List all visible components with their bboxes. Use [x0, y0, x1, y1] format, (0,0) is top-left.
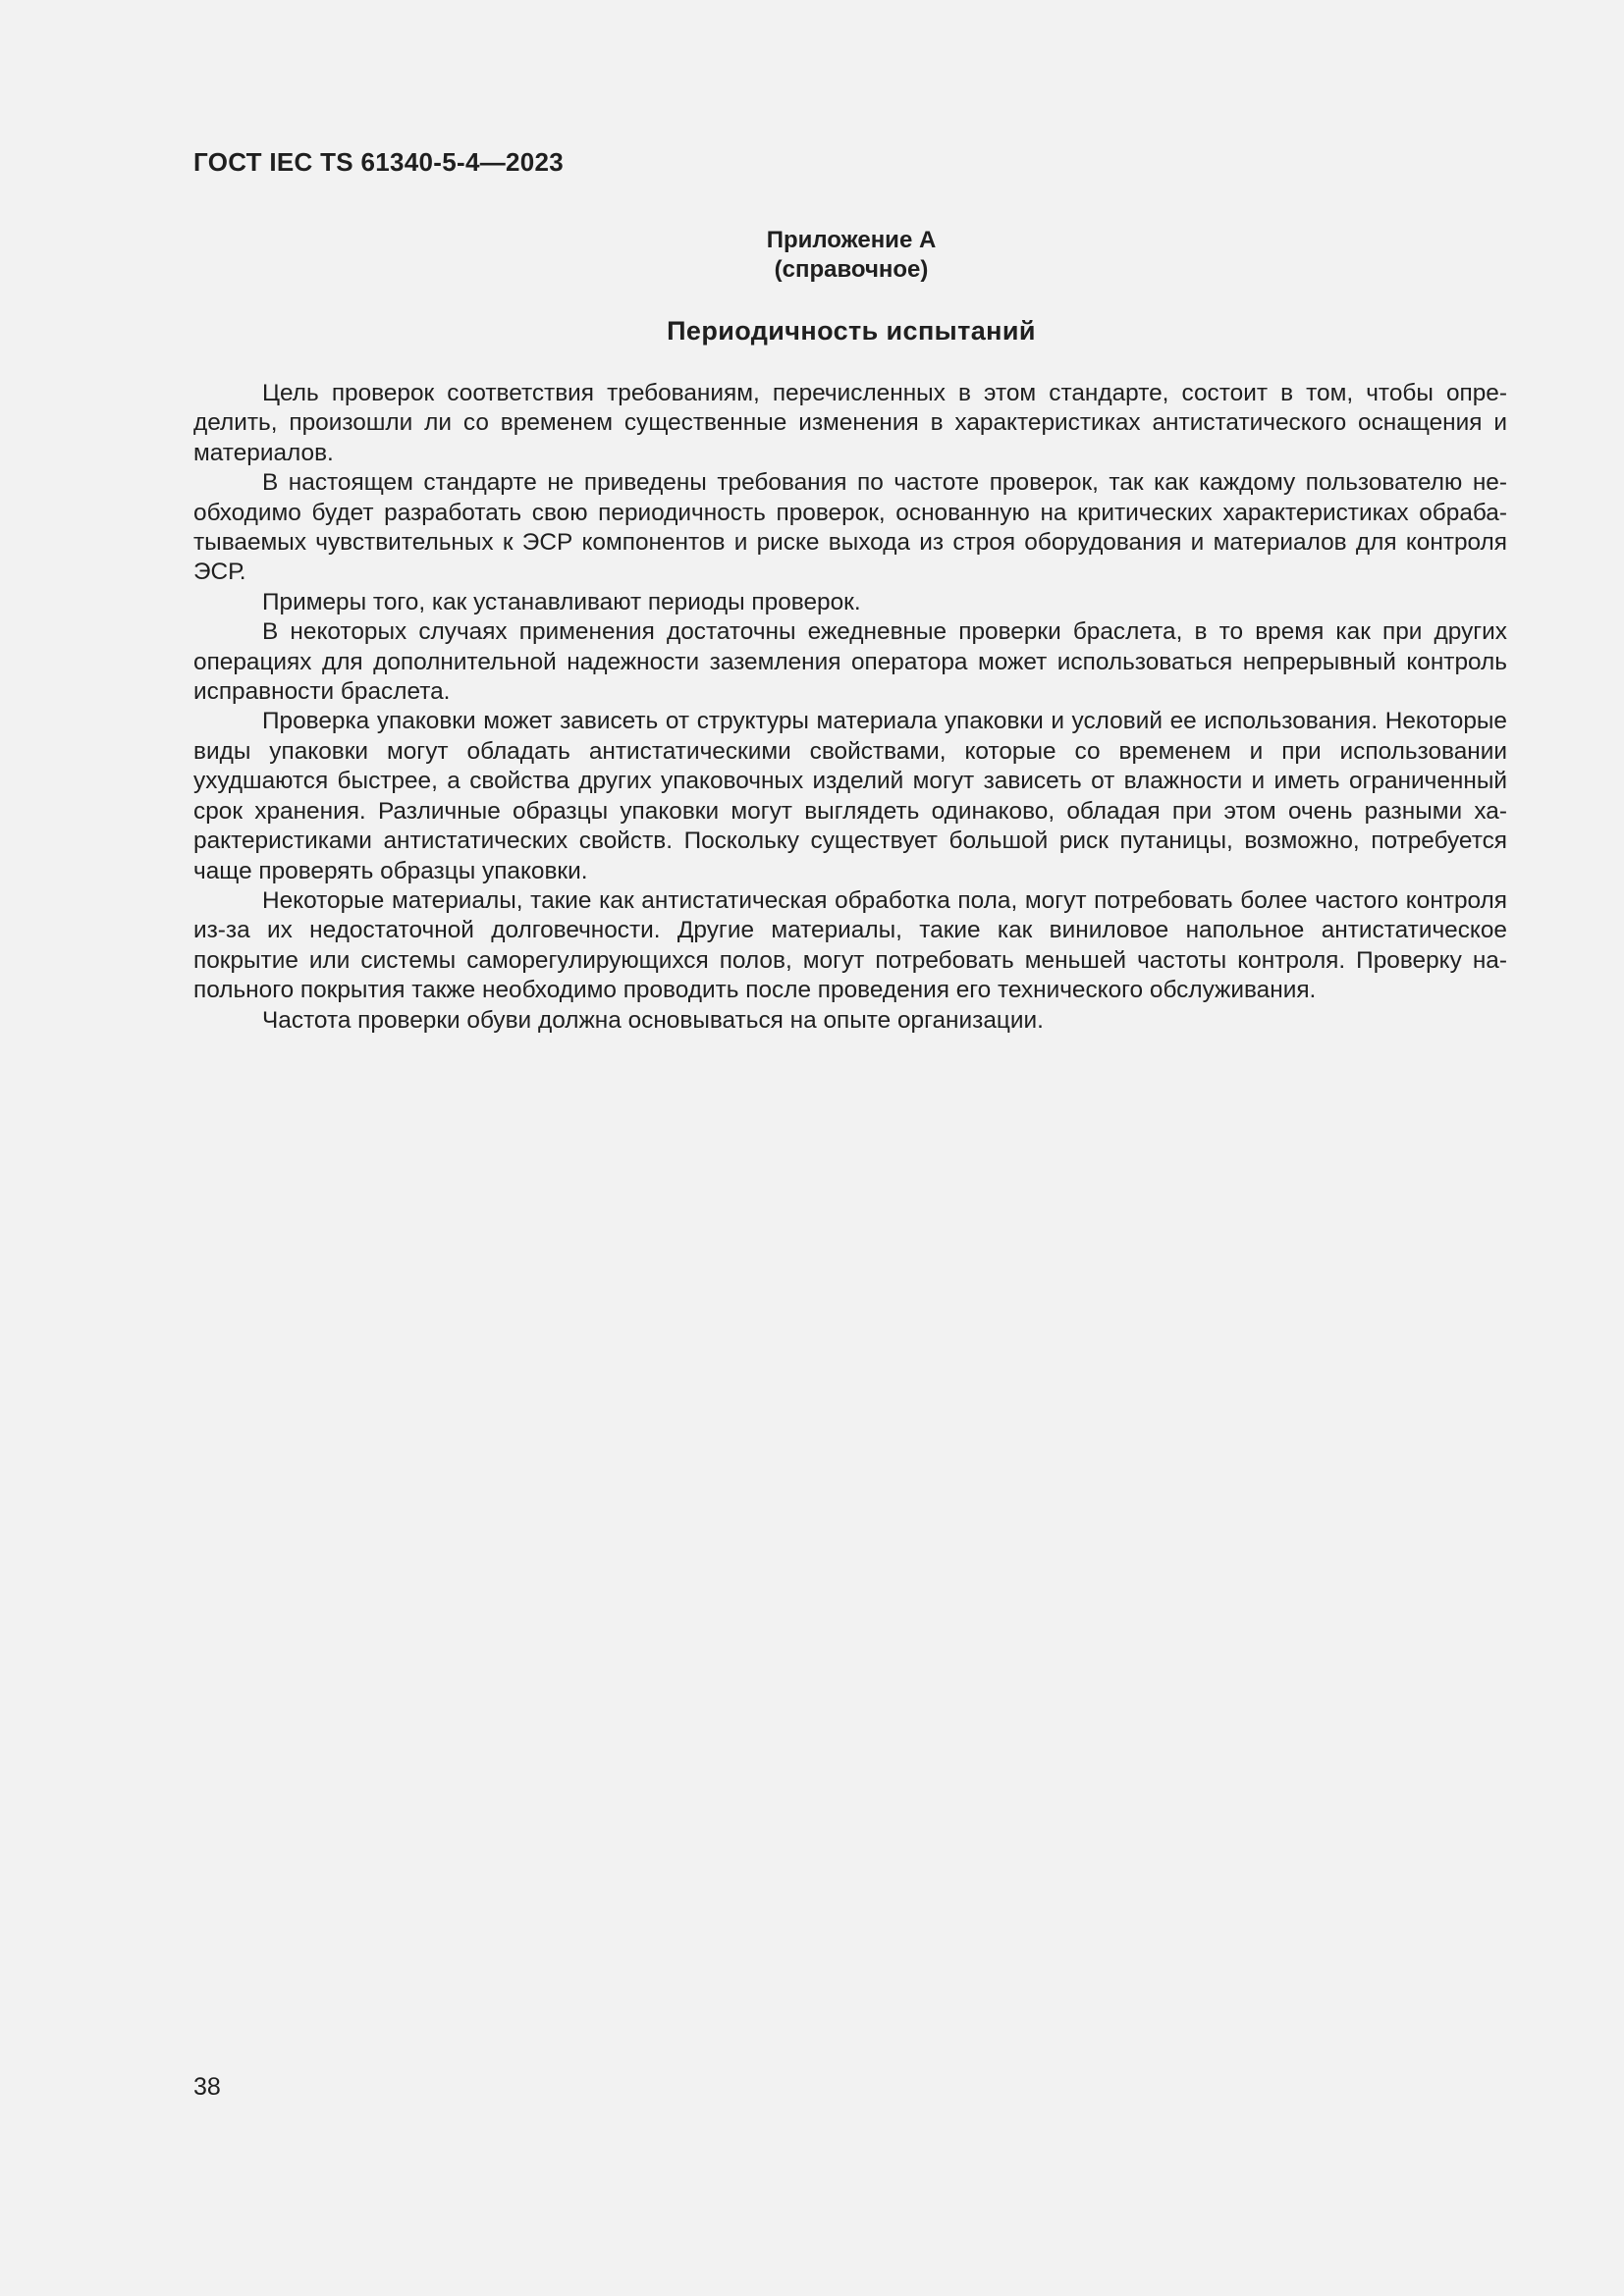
paragraph: Примеры того, как устанавливают периоды проверок.	[262, 588, 861, 615]
paragraph: В некоторых случаях применения достаточны ежедневные проверки браслета, в то время как при других операциях для дополнительной надежности заземления оператора может использоваться непрерывный контроль исправности браслета.	[193, 618, 1507, 706]
paragraph: Частота проверки обуви должна основываться на опыте организации.	[262, 1006, 1044, 1034]
annex-label: Приложение А	[766, 227, 937, 253]
paragraph: Некоторые материалы, такие как антистатическая обработка пола, могут потребовать более частого контроля из-за их недостаточной долговечности. Другие материалы, такие как виниловое напольное антистатическое покрытие или системы саморегулирующихся полов, могут потребовать меньшей частоты контроля. Проверку напольного покрытия также необходимо проводить после проведения его технического обслуживания.	[193, 886, 1507, 1004]
document-code-header: ГОСТ IEC TS 61340-5-4—2023	[193, 147, 565, 177]
annex-kind: (справочное)	[774, 256, 929, 283]
paragraph: Цель проверок соответствия требованиям, перечисленных в этом стандарте, состоит в том, чтобы определить, произошли ли со временем существенные изменения в характеристиках антистатического оснащения и материалов.	[193, 380, 1507, 466]
annex-heading	[193, 226, 1509, 285]
annex-title: Периодичность испытаний	[667, 316, 1036, 346]
page-number: 38	[193, 2073, 221, 2101]
annex-body	[193, 379, 1507, 1036]
paragraph: Проверка упаковки может зависеть от структуры материала упаковки и условий ее использования. Некоторые виды упаковки могут обладать антистатическими свойствами, которые со временем и при использовании ухудшаются быстрее, а свойства других упаковочных изделий могут зависеть от влажности и иметь ограниченный срок хранения. Различные образцы упаковки могут выглядеть одинаково, обладая при этом очень разными характеристиками антистатических свойств. Поскольку существует большой риск путаницы, возможно, потребуется чаще проверять образцы упаковки.	[193, 708, 1507, 884]
paragraph: В настоящем стандарте не приведены требования по частоте проверок, так как каждому пользователю необходимо будет разработать свою периодичность проверок, основанную на критических характеристиках обрабатываемых чувствительных к ЭСР компонентов и риске выхода из строя оборудования и материалов для контроля ЭСР.	[193, 469, 1507, 586]
